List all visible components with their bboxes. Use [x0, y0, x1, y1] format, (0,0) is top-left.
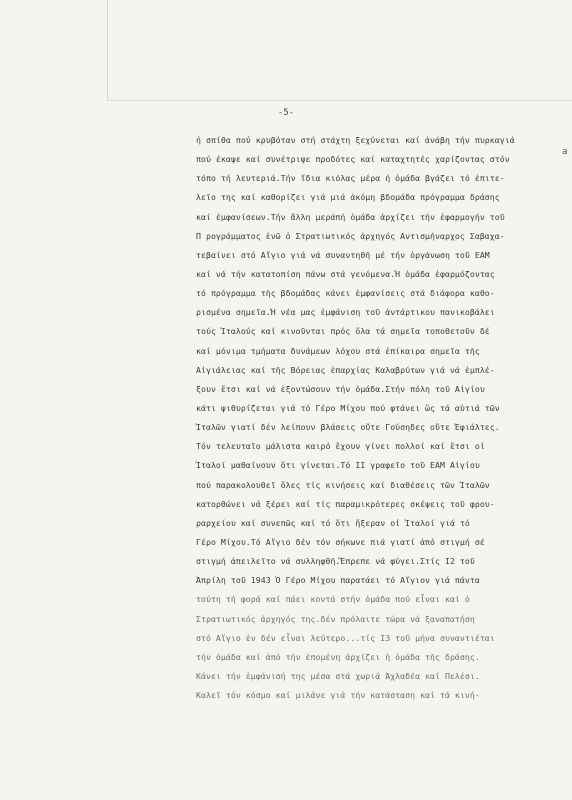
text-line: Γέρο Μίχου.Τό Αἴγιο δέν τόν σήκωνε πιά γιατί ἀπό στιγμή σέ: [196, 536, 485, 547]
page-fold-line-horizontal: [107, 100, 572, 101]
text-line: τούτη τή φορά καί πάει κοντά στήν ὁμάδα πού εἶναι καί ὁ: [196, 594, 470, 605]
text-line: Αἰγιάλειας καί τῆς Βόρειας ἐπαρχίας Καλαβρύτων γιά νά ἐμπλέ-: [196, 364, 495, 375]
text-line: καί νά τήν κατατοπίση πάνω στά γενόμενα.Ἡ ὁμάδα ἐφαρμόζοντας: [196, 268, 495, 279]
text-line: Καλεῖ τόν κόσμο καί μιλάνε γιά τήν κατάσταση καί τά κινή-: [196, 690, 480, 701]
text-line: στό Αἴγιο ἐν δέν εἶναι λεύτερο...τίς Ι3 τοῦ μήνα συναντιέται: [196, 632, 495, 643]
text-line: στιγμή ἀπειλεῖτο νά συλληφθῆ.Ἔπρεπε νά φύγει.Στίς Ι2 τοῦ: [196, 556, 475, 567]
text-line: καί ἐμφανίσεων.Τήν ἄλλη μεράπή ὁμάδα ἀρχίζει τήν ἐφαρμογήν τοῦ: [196, 211, 505, 222]
text-line: πού έκαψε καί συνέτριψε προδότες καί καταχτητές χαρίζοντας στόν: [196, 154, 510, 165]
text-line: τεβαίνει στό Αἴγιο γιά νά συναντηθῆ μέ τήν ὀργάνωση τοῦ ΕΑΜ: [196, 249, 490, 260]
text-line: ξουν ἔτσι καί νά ἐξοντώσουν τήν ὁμάδα.Στήν πόλη τοῦ Αἰγίου: [196, 383, 485, 394]
margin-mark: a: [562, 147, 568, 157]
text-line: ραρχείου καί συνεπῶς καί τό ὅτι ἤξεραν οἱ Ἰταλοί γιά τό: [196, 517, 470, 528]
page-number: -5-: [277, 108, 295, 118]
text-line: λεῖο της καί καθορίζει γιά μιά ἀκόμη βδομάδα πρόγραμμα δράσης: [196, 192, 500, 203]
text-line: τόπο τή λευτεριά.Τήν ἴδια κιόλας μέρα ή ὁμάδα βγάζει τό ἐπιτε-: [196, 173, 505, 184]
text-line: Ἀπρίλη τοῦ 1943 Ὁ Γέρο Μίχου παρατάει τό Αἴγιον γιά πάντα: [196, 575, 480, 586]
text-line: τήν ὁμάδα καί ἀπό τήν ἐπομένη ἀρχίζει ἡ ὁμάδα τῆς δράσης.: [196, 651, 480, 662]
text-line: κάτι ψιθυρίζεται γιά τό Γέρο Μίχου πού φτάνει ὥς τά αὐτιά τῶν: [196, 402, 500, 413]
page-fold-line: [107, 0, 108, 100]
text-line: Ἰταλοί μαθαίνουν ὅτι γίνεται.Τό ΙΙ γραφεῖο τοῦ ΕΑΜ Αἰγίου: [196, 460, 480, 471]
text-line: Τόν τελευταῖο μάλιστα καιρό ἔχουν γίνει πολλοί καί ἔτσι οἱ: [196, 441, 485, 452]
text-line: κατορθώνει νά ξέρει καί τίς παραμικρότερες σκέψεις τοῦ φρου-: [196, 498, 495, 509]
text-line: ή σπίθα πού κρυβόταν στή στάχτη ξεχύνεται καί ἀνάβη τήν πυρκαγιά: [196, 135, 515, 145]
text-line: Π ρογράμματος ἐνῶ ὁ Στρατιωτικός ἀρχηγός Αντισμήναρχος Σαβαχα-: [196, 230, 505, 241]
text-line: ρισμένα σημεῖα.Ἡ νέα μας ἐμφάνιση τοῦ ἀντάρτικου πανικοβάλει: [196, 307, 495, 318]
text-line: τό πρόγραμμα τῆς βδομάδας κάνει ἐμφανίσεις στά διάφορα καθο-: [196, 288, 495, 299]
typed-body-text: [196, 131, 568, 705]
text-line: Στρατιωτικός ἀρχηγός της.δέν πρόλαιτε τώρα νά ξαναπατήση: [196, 613, 475, 624]
text-line: πού παρακολουθεῖ ὅλες τίς κινήσεις καί διαθέσεις τῶν Ἰταλῶν: [196, 479, 490, 490]
text-line: Κάνει τήν ἐμφάνισή της μέσα στά χωριά Ἀχλαδέα καί Πελέσι.: [196, 670, 480, 681]
text-line: τούς Ἰταλούς καί κινοῦνται πρός ὅλα τά σημεῖα τοποθετοῦν δέ: [196, 326, 490, 337]
text-line: Ἰταλῶν γιατί δέν λείπουν βλάσεις οὔτε Γούσηδες οὔτε Ἐφιάλτες.: [196, 422, 500, 433]
text-line: καί μόνιμα τμήματα δυνάμεων λόχου στά ἐπίκαιρα σημεῖα τῆς: [196, 345, 480, 356]
